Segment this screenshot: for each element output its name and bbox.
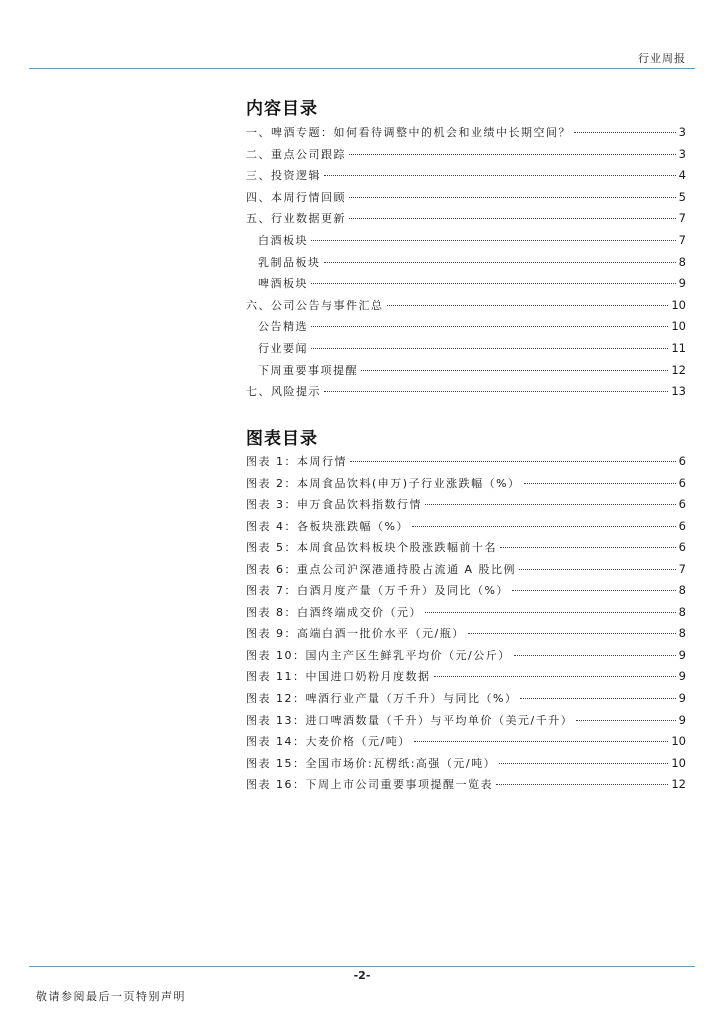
chart-entry[interactable] — [246, 623, 686, 645]
toc-page-number: 3 — [678, 146, 686, 161]
toc-page-number: 4 — [678, 168, 686, 183]
toc-entry-label: 五、行业数据更新 — [246, 212, 346, 226]
toc-page-number: 10 — [671, 297, 686, 312]
dot-leader — [576, 720, 675, 721]
dot-leader — [311, 283, 676, 284]
dot-leader — [324, 262, 676, 263]
dot-leader — [414, 741, 669, 742]
chart-entry-label: 图表 8：白酒终端成交价（元） — [246, 605, 422, 619]
chart-entry-label: 图表 10：国内主产区生鲜乳平均价（元/公斤） — [246, 648, 511, 662]
toc-page-number: 8 — [678, 254, 686, 269]
toc-entry-label: 公告精选 — [258, 320, 308, 334]
toc-entry[interactable] — [246, 122, 686, 144]
toc-entry-label: 下周重要事项提醒 — [258, 363, 358, 377]
chart-entry-label: 图表 5：本周食品饮料板块个股涨跌幅前十名 — [246, 541, 497, 555]
toc-entry[interactable] — [246, 381, 686, 403]
toc-subentry[interactable] — [246, 360, 686, 382]
toc-entry-label: 六、公司公告与事件汇总 — [246, 298, 384, 312]
chart-page-number: 8 — [678, 604, 686, 619]
toc-subentry[interactable] — [246, 316, 686, 338]
dot-leader — [514, 655, 676, 656]
chart-entry[interactable] — [246, 710, 686, 732]
page-number: -2- — [353, 969, 371, 982]
dot-leader — [512, 590, 676, 591]
chart-entry[interactable] — [246, 451, 686, 473]
dot-leader — [519, 569, 676, 570]
chart-entry-label: 图表 13：进口啤酒数量（千升）与平均单价（美元/千升） — [246, 713, 574, 727]
dot-leader — [496, 784, 668, 785]
dot-leader — [468, 633, 676, 634]
chart-page-number: 8 — [678, 626, 686, 641]
chart-entry-label: 图表 1：本周行情 — [246, 455, 347, 468]
toc-page-number: 11 — [671, 340, 686, 355]
dot-leader — [349, 154, 676, 155]
toc-entry-label: 一、啤酒专题：如何看待调整中的机会和业绩中长期空间？ — [246, 126, 571, 139]
chart-entry[interactable] — [246, 666, 686, 688]
toc-page-number: 13 — [671, 384, 686, 399]
chart-page-number: 6 — [678, 497, 686, 512]
toc-entry-label: 四、本周行情回顾 — [246, 190, 346, 204]
toc-entry[interactable] — [246, 187, 686, 209]
chart-page-number: 8 — [678, 583, 686, 598]
chart-entry[interactable] — [246, 494, 686, 516]
toc-entry-label: 二、重点公司跟踪 — [246, 147, 346, 161]
dot-leader — [524, 483, 676, 484]
report-type-label: 行业周报 — [638, 52, 686, 65]
toc-entry[interactable] — [246, 144, 686, 166]
toc-page-number: 3 — [678, 125, 686, 139]
chart-entry[interactable] — [246, 753, 686, 775]
chart-entry-label: 图表 3：申万食品饮料指数行情 — [246, 498, 422, 512]
chart-entry-label: 图表 4：各板块涨跌幅（%） — [246, 519, 409, 533]
chart-entry-label: 图表 9：高端白酒一批价水平（元/瓶） — [246, 627, 465, 641]
chart-page-number: 9 — [678, 669, 686, 684]
toc-entry-label: 七、风险提示 — [246, 385, 321, 399]
toc-subentry[interactable] — [246, 252, 686, 274]
charts-list — [246, 451, 686, 796]
chart-page-number: 6 — [678, 454, 686, 468]
chart-entry-label: 图表 14：大麦价格（元/吨） — [246, 735, 411, 749]
chart-entry[interactable] — [246, 688, 686, 710]
toc-subentry[interactable] — [246, 230, 686, 252]
dot-leader — [520, 698, 675, 699]
toc-page-number: 7 — [678, 211, 686, 226]
contents-list — [246, 122, 686, 403]
chart-entry-label: 图表 16：下周上市公司重要事项提醒一览表 — [246, 778, 493, 792]
dot-leader — [311, 240, 676, 241]
toc-entry[interactable] — [246, 208, 686, 230]
toc-entry-label: 白酒板块 — [258, 233, 308, 247]
chart-page-number: 7 — [678, 561, 686, 576]
dot-leader — [425, 504, 676, 505]
dot-leader — [387, 305, 669, 306]
disclaimer-note: 敬请参阅最后一页特别声明 — [36, 990, 186, 1003]
chart-entry[interactable] — [246, 473, 686, 495]
chart-page-number: 6 — [678, 540, 686, 555]
chart-entry[interactable] — [246, 602, 686, 624]
dot-leader — [574, 132, 676, 133]
chart-entry[interactable] — [246, 774, 686, 796]
dot-leader — [349, 197, 676, 198]
chart-entry-label: 图表 11：中国进口奶粉月度数据 — [246, 670, 431, 684]
toc-subentry[interactable] — [246, 338, 686, 360]
dot-leader — [324, 391, 668, 392]
toc-page-number: 10 — [671, 319, 686, 334]
toc-entry[interactable] — [246, 295, 686, 317]
chart-entry[interactable] — [246, 559, 686, 581]
toc-entry-label: 三、投资逻辑 — [246, 169, 321, 183]
toc-page-number: 7 — [678, 232, 686, 247]
dot-leader — [311, 348, 668, 349]
dot-leader — [311, 326, 668, 327]
chart-page-number: 10 — [671, 734, 686, 749]
toc-page-number: 12 — [671, 362, 686, 377]
dot-leader — [350, 461, 676, 462]
chart-entry-label: 图表 6：重点公司沪深港通持股占流通 A 股比例 — [246, 562, 517, 576]
chart-entry-label: 图表 2：本周食品饮料(申万)子行业涨跌幅（%） — [246, 476, 521, 490]
chart-entry[interactable] — [246, 580, 686, 602]
chart-page-number: 9 — [678, 712, 686, 727]
chart-page-number: 9 — [678, 691, 686, 706]
toc-page-number: 9 — [678, 276, 686, 291]
contents-title: 内容目录 — [246, 99, 318, 119]
chart-entry[interactable] — [246, 516, 686, 538]
chart-entry[interactable] — [246, 645, 686, 667]
chart-entry[interactable] — [246, 537, 686, 559]
chart-page-number: 6 — [678, 475, 686, 490]
dot-leader — [499, 763, 668, 764]
chart-entry-label: 图表 12：啤酒行业产量（万千升）与同比（%） — [246, 692, 518, 706]
toc-subentry[interactable] — [246, 273, 686, 295]
chart-page-number: 9 — [678, 647, 686, 662]
dot-leader — [434, 676, 676, 677]
chart-entry-label: 图表 7：白酒月度产量（万千升）及同比（%） — [246, 584, 509, 598]
toc-entry[interactable] — [246, 165, 686, 187]
toc-page-number: 5 — [678, 189, 686, 204]
chart-entry-label: 图表 15：全国市场价:瓦楞纸:高强（元/吨） — [246, 756, 497, 770]
chart-page-number: 6 — [678, 518, 686, 533]
dot-leader — [500, 547, 676, 548]
chart-page-number: 12 — [671, 777, 686, 792]
dot-leader — [425, 612, 676, 613]
charts-title: 图表目录 — [246, 429, 318, 449]
dot-leader — [349, 218, 676, 219]
chart-page-number: 10 — [671, 755, 686, 770]
dot-leader — [412, 526, 676, 527]
toc-entry-label: 行业要闻 — [258, 341, 308, 355]
chart-entry[interactable] — [246, 731, 686, 753]
header-divider — [29, 68, 695, 69]
toc-entry-label: 啤酒板块 — [258, 277, 308, 291]
dot-leader — [361, 370, 668, 371]
dot-leader — [324, 175, 676, 176]
toc-entry-label: 乳制品板块 — [258, 255, 321, 269]
footer-divider — [29, 966, 695, 967]
